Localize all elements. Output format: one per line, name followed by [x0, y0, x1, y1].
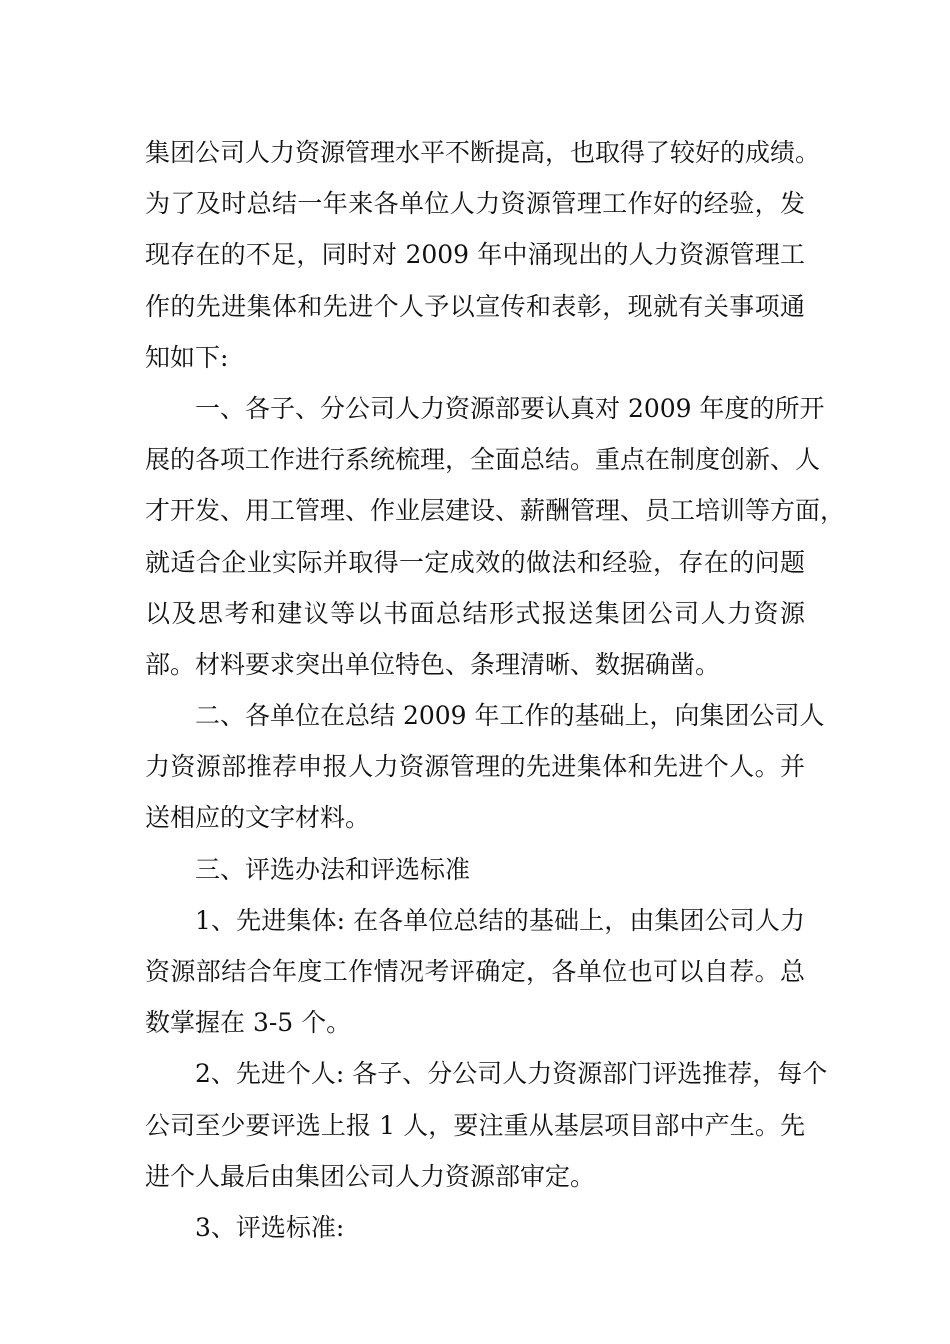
paragraph-line: 集团公司人力资源管理水平不断提高，也取得了较好的成绩。: [145, 138, 821, 167]
paragraph-line: 才开发、用工管理、作业层建设、薪酬管理、员工培训等方面，: [145, 496, 846, 526]
paragraph-line: 送相应的文字材料。: [145, 803, 371, 833]
paragraph-line: 公司至少要评选上报 1 人，要注重从基层项目部中产生。先: [145, 1110, 805, 1140]
paragraph-line: 以及思考和建议等以书面总结形式报送集团公司人力资源: [145, 598, 805, 628]
paragraph-line: 为了及时总结一年来各单位人力资源管理工作好的经验，发: [145, 189, 805, 219]
paragraph-line: 数掌握在 3-5 个。: [145, 1008, 352, 1038]
section-heading-line: 二、各单位在总结 2009 年工作的基础上，向集团公司人: [195, 701, 825, 731]
list-item-line: 1、先进集体: 在各单位总结的基础上，由集团公司人力: [195, 905, 805, 935]
paragraph-line: 作的先进集体和先进个人予以宣传和表彰，现就有关事项通: [145, 291, 805, 321]
paragraph-line: 资源部结合年度工作情况考评确定，各单位也可以自荐。总: [145, 957, 805, 986]
section-heading-line: 一、各子、分公司人力资源部要认真对 2009 年度的所开: [195, 393, 825, 423]
paragraph-line: 就适合企业实际并取得一定成效的做法和经验，存在的问题: [145, 547, 805, 577]
paragraph-line: 进个人最后由集团公司人力资源部审定。: [145, 1161, 596, 1191]
document-body: [145, 127, 846, 1253]
paragraph-line: 知如下:: [145, 342, 229, 372]
section-heading-line: 三、评选办法和评选标准: [195, 854, 471, 884]
list-item-line: 2、先进个人: 各子、分公司人力资源部门评选推荐，每个: [195, 1059, 828, 1089]
paragraph-line: 展的各项工作进行系统梳理，全面总结。重点在制度创新、人: [145, 445, 821, 475]
paragraph-line: 力资源部推荐申报人力资源管理的先进集体和先进个人。并: [145, 752, 805, 782]
paragraph-line: 现存在的不足，同时对 2009 年中涌现出的人力资源管理工: [145, 240, 805, 270]
paragraph-line: 部。材料要求突出单位特色、条理清晰、数据确凿。: [145, 649, 721, 679]
list-item-line: 3、评选标准:: [195, 1212, 345, 1242]
